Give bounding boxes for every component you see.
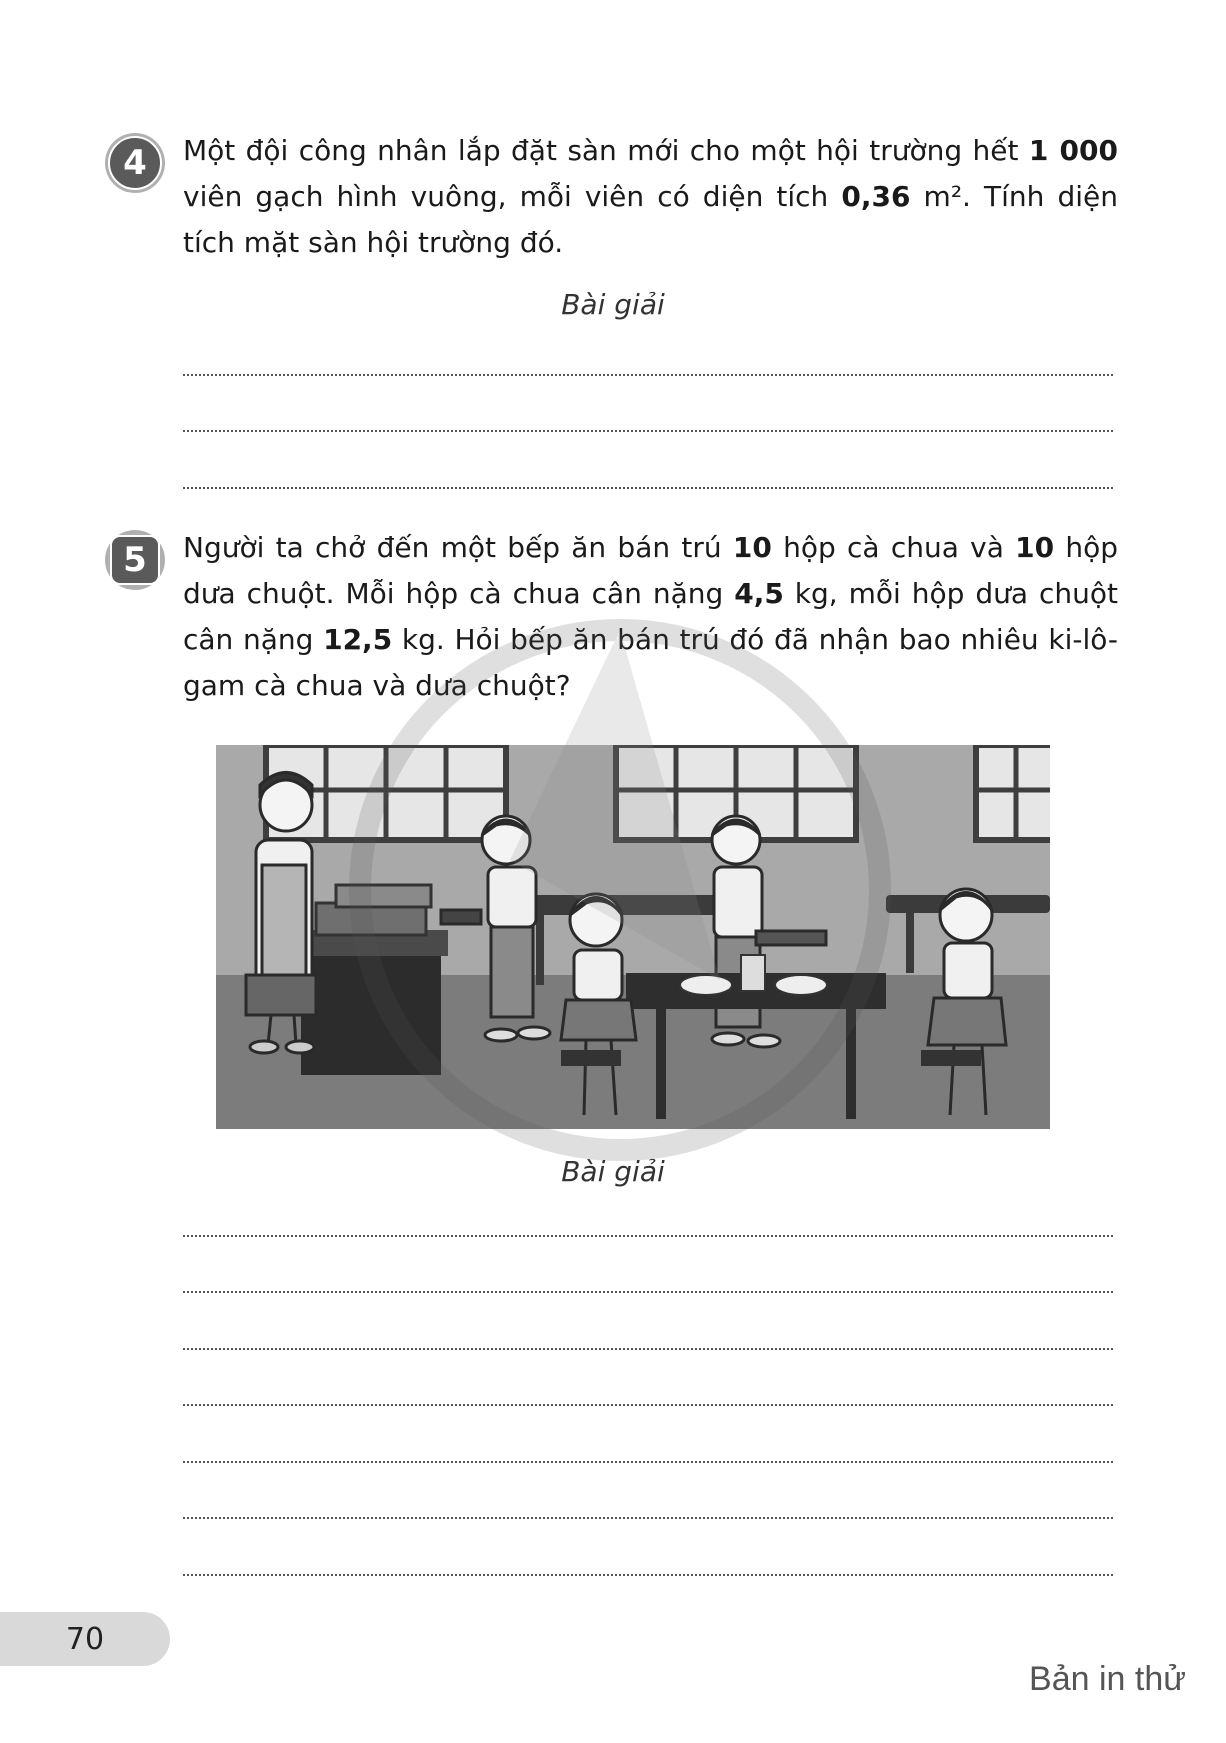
canteen-scene-drawing [216, 745, 1050, 1129]
problem-5-badge [105, 530, 165, 590]
problem-4-text: Một đội công nhân lắp đặt sàn mới cho một hội trường hết 1 000 viên gạch hình vuông, mỗi viên có diện tích 0,36 m². Tính diện tích mặt sàn hội trường đó. [183, 134, 1119, 259]
answer-line[interactable] [183, 1404, 1113, 1406]
answer-line[interactable] [183, 430, 1113, 432]
answer-line[interactable] [183, 1517, 1113, 1519]
problem-5-text: Người ta chở đến một bếp ăn bán trú 10 hộp cà chua và 10 hộp dưa chuột. Mỗi hộp cà chua cân nặng 4,5 kg, mỗi hộp dưa chuột cân nặng 12,5 kg. Hỏi bếp ăn bán trú đó đã nhận bao nhiêu ki-lô-gam cà chua và dưa chuột? [183, 531, 1118, 702]
answer-line[interactable] [183, 487, 1113, 489]
answer-line[interactable] [183, 1574, 1113, 1576]
problem-4-badge [105, 133, 165, 193]
answer-line[interactable] [183, 1348, 1113, 1350]
page-number: 70 [65, 1621, 105, 1657]
problem-4-solution-title: Bài giải [561, 288, 665, 321]
answer-line[interactable] [183, 1291, 1113, 1293]
answer-line[interactable] [183, 374, 1113, 376]
canteen-illustration [216, 745, 1050, 1129]
answer-line[interactable] [183, 1235, 1113, 1237]
problem-4-number: 4 [108, 136, 162, 190]
page-number-tab [0, 1612, 170, 1666]
problem-5-solution-title: Bài giải [561, 1155, 665, 1188]
problem-5-number: 5 [110, 535, 160, 585]
proof-label: Bản in thử [1029, 1660, 1186, 1698]
answer-line[interactable] [183, 1461, 1113, 1463]
